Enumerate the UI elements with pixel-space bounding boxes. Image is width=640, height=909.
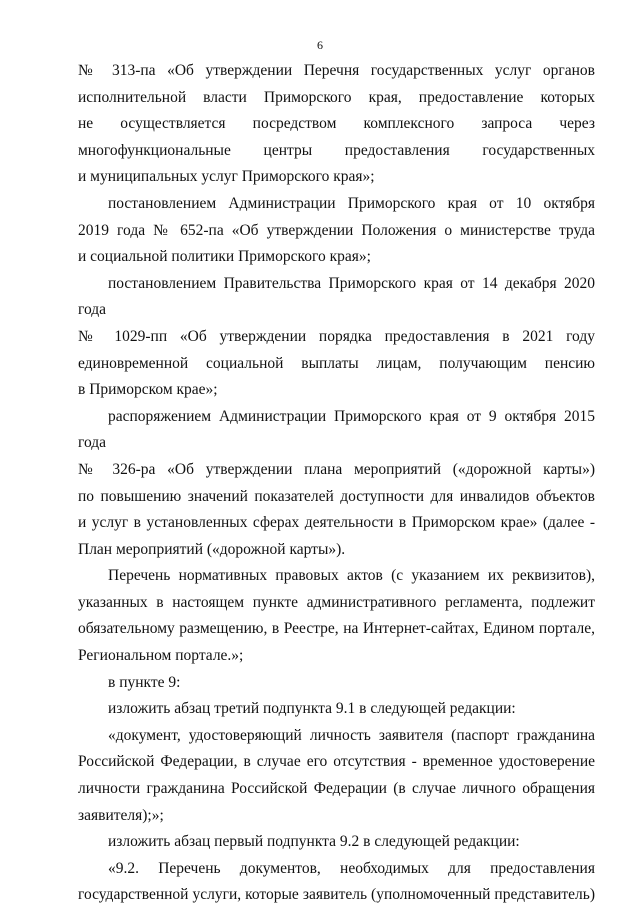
- text-line: постановлением Правительства Приморского края от 14 декабря 2020 года: [78, 274, 595, 319]
- text-line: многофункциональные центры предоставления государственных: [78, 141, 595, 159]
- text-line: План мероприятий («дорожной карты»).: [78, 540, 346, 558]
- text-line: Перечень нормативных правовых актов (с указанием их реквизитов),: [108, 567, 595, 585]
- text-line: 2019 года № 652-па «Об утверждении Положения о министерстве труда: [78, 221, 595, 239]
- text-line: указанных в настоящем пункте административного регламента, подлежит: [78, 593, 595, 611]
- document-body: [78, 58, 595, 909]
- paragraph: [78, 271, 595, 404]
- text-line: изложить абзац третий подпункта 9.1 в следующей редакции:: [108, 700, 516, 718]
- text-line: по повышению значений показателей доступности для инвалидов объектов: [78, 487, 595, 505]
- text-line: не осуществляется посредством комплексного запроса через: [78, 115, 595, 133]
- text-line: заявителя);»;: [78, 806, 164, 824]
- text-line: в пункте 9:: [108, 673, 181, 691]
- text-line: Региональном портале.»;: [78, 647, 244, 665]
- paragraph: [78, 404, 595, 564]
- text-line: единовременной социальной выплаты лицам, получающим пенсию: [78, 354, 595, 372]
- text-line: Российской Федерации, в случае его отсутствия - временное удостоверение: [78, 753, 595, 771]
- paragraph: [78, 58, 595, 191]
- paragraph: [78, 696, 595, 723]
- text-line: № 1029-пп «Об утверждении порядка предоставления в 2021 году: [78, 327, 595, 345]
- page-number: 6: [317, 38, 323, 52]
- paragraph: [78, 856, 595, 909]
- text-line: № 326-ра «Об утверждении плана мероприятий («дорожной карты»): [78, 460, 595, 478]
- text-line: «9.2. Перечень документов, необходимых для предоставления: [108, 859, 595, 877]
- paragraph: [78, 563, 595, 669]
- paragraph: [78, 191, 595, 271]
- text-line: и муниципальных услуг Приморского края»;: [78, 168, 375, 186]
- text-line: обязательному размещению, в Реестре, на Интернет-сайтах, Едином портале,: [78, 620, 595, 638]
- paragraph: [78, 723, 595, 829]
- text-line: «документ, удостоверяющий личность заявителя (паспорт гражданина: [108, 726, 595, 744]
- text-line: государственной услуги, которые заявитель (уполномоченный представитель): [78, 886, 595, 904]
- text-line: и услуг в установленных сферах деятельности в Приморском крае» (далее -: [78, 514, 595, 532]
- text-line: и социальной политики Приморского края»;: [78, 248, 371, 266]
- text-line: распоряжением Администрации Приморского края от 9 октября 2015 года: [78, 407, 595, 452]
- text-line: № 313-па «Об утверждении Перечня государственных услуг органов: [78, 62, 595, 79]
- text-line: в Приморском крае»;: [78, 381, 218, 399]
- paragraph: [78, 670, 595, 697]
- text-line: постановлением Администрации Приморского края от 10 октября: [108, 194, 595, 212]
- text-line: исполнительной власти Приморского края, предоставление которых: [78, 88, 595, 106]
- text-line: изложить абзац первый подпункта 9.2 в следующей редакции:: [108, 833, 520, 851]
- paragraph: [78, 829, 595, 856]
- text-line: личности гражданина Российской Федерации (в случае личного обращения: [78, 780, 595, 798]
